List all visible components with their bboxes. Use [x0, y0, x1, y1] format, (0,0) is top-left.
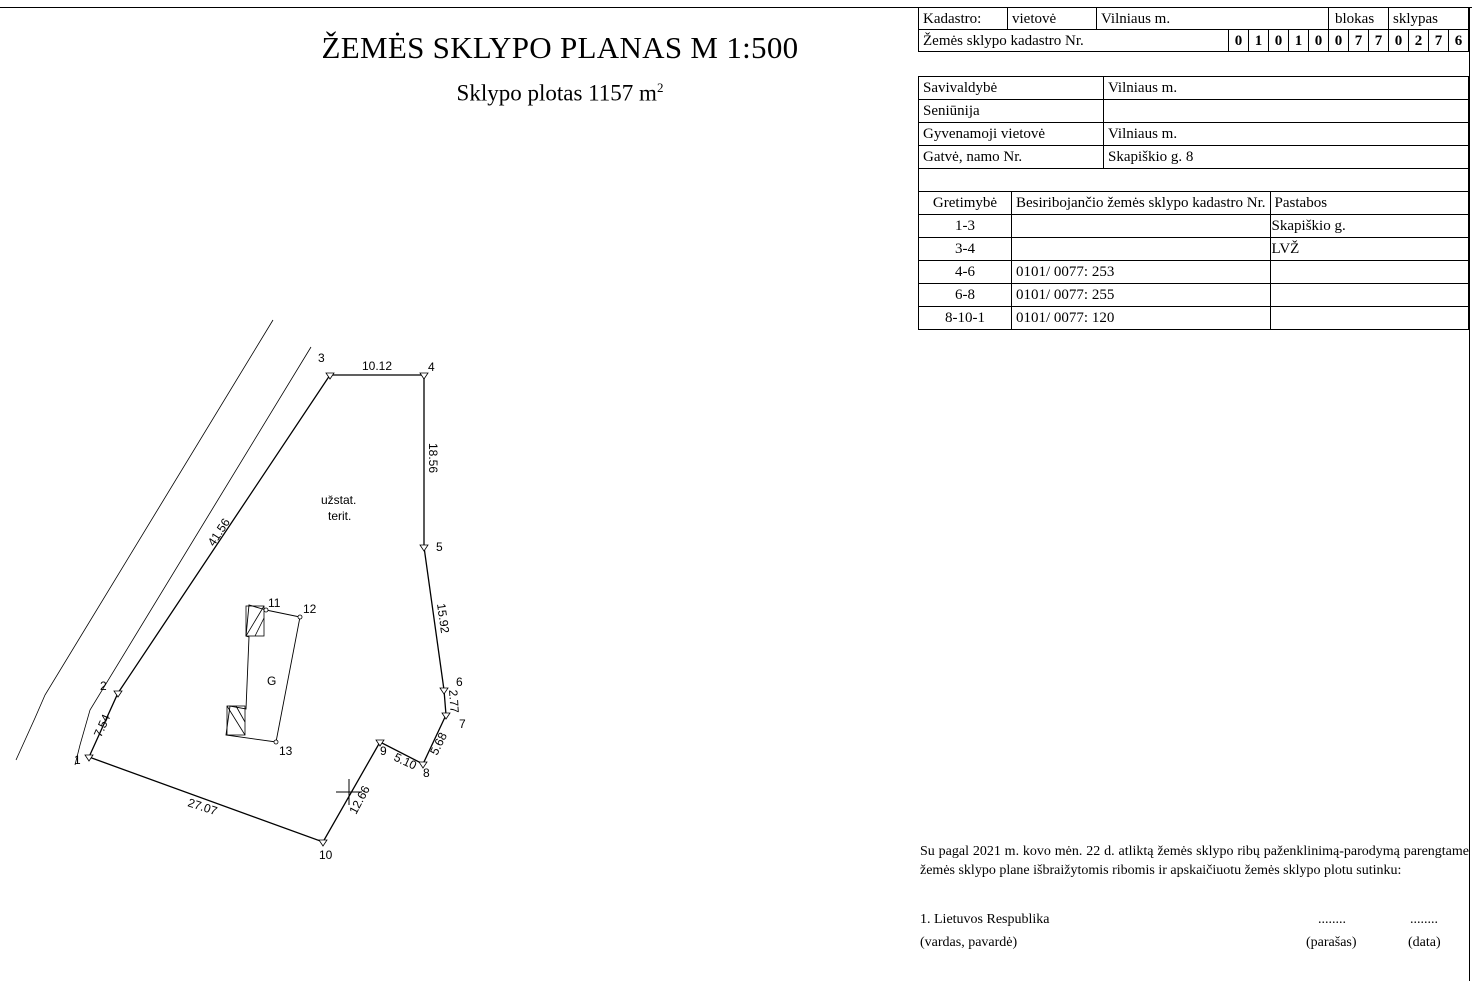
cadastre-digit: 6	[1449, 30, 1469, 52]
sheet-right-border	[1469, 7, 1470, 981]
neighbors-range: 6-8	[919, 284, 1012, 307]
building-outline	[226, 605, 300, 742]
name-caption: (vardas, pavardė)	[920, 935, 1018, 950]
neighbors-notes: LVŽ	[1270, 238, 1468, 261]
street-edge-line	[75, 347, 311, 765]
building-corner	[274, 740, 278, 744]
date-caption: (data)	[1408, 935, 1441, 950]
address-label: Gyvenamoji vietovė	[919, 123, 1104, 146]
building-label: G	[267, 674, 277, 688]
cadastre-digit: 0	[1389, 30, 1409, 52]
address-label: Savivaldybė	[919, 77, 1104, 100]
signature-row	[920, 912, 1469, 932]
blokas-label: blokas	[1329, 8, 1389, 30]
neighbors-range: 3-4	[919, 238, 1012, 261]
neighbors-cadastre: 0101/ 0077: 253	[1012, 261, 1271, 284]
point-label: 9	[380, 744, 387, 758]
vietove-value: Vilniaus m.	[1097, 8, 1329, 30]
cadastre-row-number	[919, 30, 1469, 52]
neighbors-range: 4-6	[919, 261, 1012, 284]
cadastre-digit: 0	[1309, 30, 1329, 52]
neighbors-notes	[1270, 307, 1468, 330]
distance-label: 7.54	[90, 712, 114, 740]
distance-label: 41.56	[204, 515, 233, 549]
date-dots: ........	[1410, 912, 1438, 927]
neighbors-notes: Skapiškio g.	[1270, 215, 1468, 238]
boundary-marker	[420, 545, 428, 551]
cadastre-digit: 7	[1429, 30, 1449, 52]
point-label: 8	[423, 766, 430, 780]
point-label: 2	[100, 679, 107, 693]
address-value	[1104, 100, 1469, 123]
point-label: 3	[318, 351, 325, 365]
boundary-marker	[420, 373, 428, 379]
address-blank-cell	[919, 169, 1104, 192]
plan-title: ŽEMĖS SKLYPO PLANAS M 1:500	[321, 30, 799, 65]
area-label: užstat.	[321, 493, 357, 507]
neighbors-cadastre: 0101/ 0077: 255	[1012, 284, 1271, 307]
cadastre-digit: 0	[1269, 30, 1289, 52]
distance-label: 12.66	[346, 783, 373, 817]
neighbors-notes	[1270, 261, 1468, 284]
neighbors-cadastre: 0101/ 0077: 120	[1012, 307, 1271, 330]
vietove-label: vietovė	[1008, 8, 1097, 30]
cadastre-row-location	[919, 8, 1469, 30]
building-corner	[298, 615, 302, 619]
neighbors-row	[919, 307, 1469, 330]
neighbors-notes	[1270, 284, 1468, 307]
address-label: Gatvė, namo Nr.	[919, 146, 1104, 169]
building-porch	[227, 606, 264, 735]
neighbors-row	[919, 284, 1469, 307]
signature-dots: ........	[1318, 912, 1346, 927]
neighbors-header: Pastabos	[1270, 192, 1468, 215]
neighbors-header: Gretimybė	[919, 192, 1012, 215]
distance-label: 2.77	[446, 689, 462, 714]
neighbors-cadastre	[1012, 215, 1271, 238]
boundary-marker	[319, 840, 327, 846]
street-edge-line	[16, 320, 273, 760]
address-row	[919, 123, 1469, 146]
neighbors-header-row	[919, 192, 1469, 215]
cadastre-digit: 1	[1249, 30, 1269, 52]
neighbors-row	[919, 238, 1469, 261]
point-label: 12	[303, 602, 317, 616]
point-label: 6	[456, 675, 463, 689]
point-label: 7	[459, 717, 466, 731]
distance-label: 27.07	[186, 795, 219, 819]
distance-label: 15.92	[434, 602, 453, 635]
cadastre-digit: 0	[1329, 30, 1349, 52]
neighbors-row	[919, 261, 1469, 284]
address-row	[919, 100, 1469, 123]
signatory-entity: 1. Lietuvos Respublika	[920, 912, 1050, 927]
cadastre-digit: 0	[1229, 30, 1249, 52]
point-label: 13	[279, 744, 293, 758]
consent-statement: Su pagal 2021 m. kovo mėn. 22 d. atliktą žemės sklypo ribų paženklinimą-parodymą parengtame žemės sklypo plane išbraižytomis ribomis ir apskaičiuotu žemės sklypo plotu sutinku:	[920, 844, 1469, 878]
signature-caption: (parašas)	[1306, 935, 1357, 950]
distance-label: 5.68	[427, 730, 450, 758]
point-label: 10	[319, 848, 333, 862]
area-label: terit.	[328, 509, 352, 523]
cadastre-digit: 7	[1349, 30, 1369, 52]
address-table	[918, 76, 1469, 192]
address-row	[919, 77, 1469, 100]
boundary-marker	[114, 691, 122, 697]
boundary-marker	[442, 713, 450, 719]
neighbors-range: 1-3	[919, 215, 1012, 238]
distance-label: 10.12	[362, 359, 393, 373]
cadastre-table	[918, 7, 1469, 52]
distance-label: 5.10	[391, 750, 419, 773]
point-label: 1	[74, 753, 81, 767]
neighbors-range: 8-10-1	[919, 307, 1012, 330]
signature-captions-row	[920, 935, 1469, 955]
address-label: Seniūnija	[919, 100, 1104, 123]
cadastre-digit: 7	[1369, 30, 1389, 52]
point-label: 11	[268, 596, 281, 610]
distance-label: 18.56	[426, 443, 440, 474]
point-label: 5	[436, 540, 443, 554]
neighbors-cadastre	[1012, 238, 1271, 261]
address-blank-cell	[1104, 169, 1469, 192]
address-row	[919, 146, 1469, 169]
point-label: 4	[428, 360, 435, 374]
address-value: Vilniaus m.	[1104, 123, 1469, 146]
address-value: Vilniaus m.	[1104, 77, 1469, 100]
neighbors-row	[919, 215, 1469, 238]
cadastre-number-label: Žemės sklypo kadastro Nr.	[919, 30, 1229, 52]
address-value: Skapiškio g. 8	[1104, 146, 1469, 169]
cadastre-digit: 1	[1289, 30, 1309, 52]
plan-area-subtitle: Sklypo plotas 1157 $m^2$	[456, 80, 664, 106]
cadastre-label: Kadastro:	[919, 8, 1008, 30]
sklypas-label: sklypas	[1389, 8, 1469, 30]
address-row-blank	[919, 169, 1469, 192]
neighbors-header: Besiribojančio žemės sklypo kadastro Nr.	[1012, 192, 1271, 215]
cadastre-digit: 2	[1409, 30, 1429, 52]
neighbors-table	[918, 191, 1469, 330]
